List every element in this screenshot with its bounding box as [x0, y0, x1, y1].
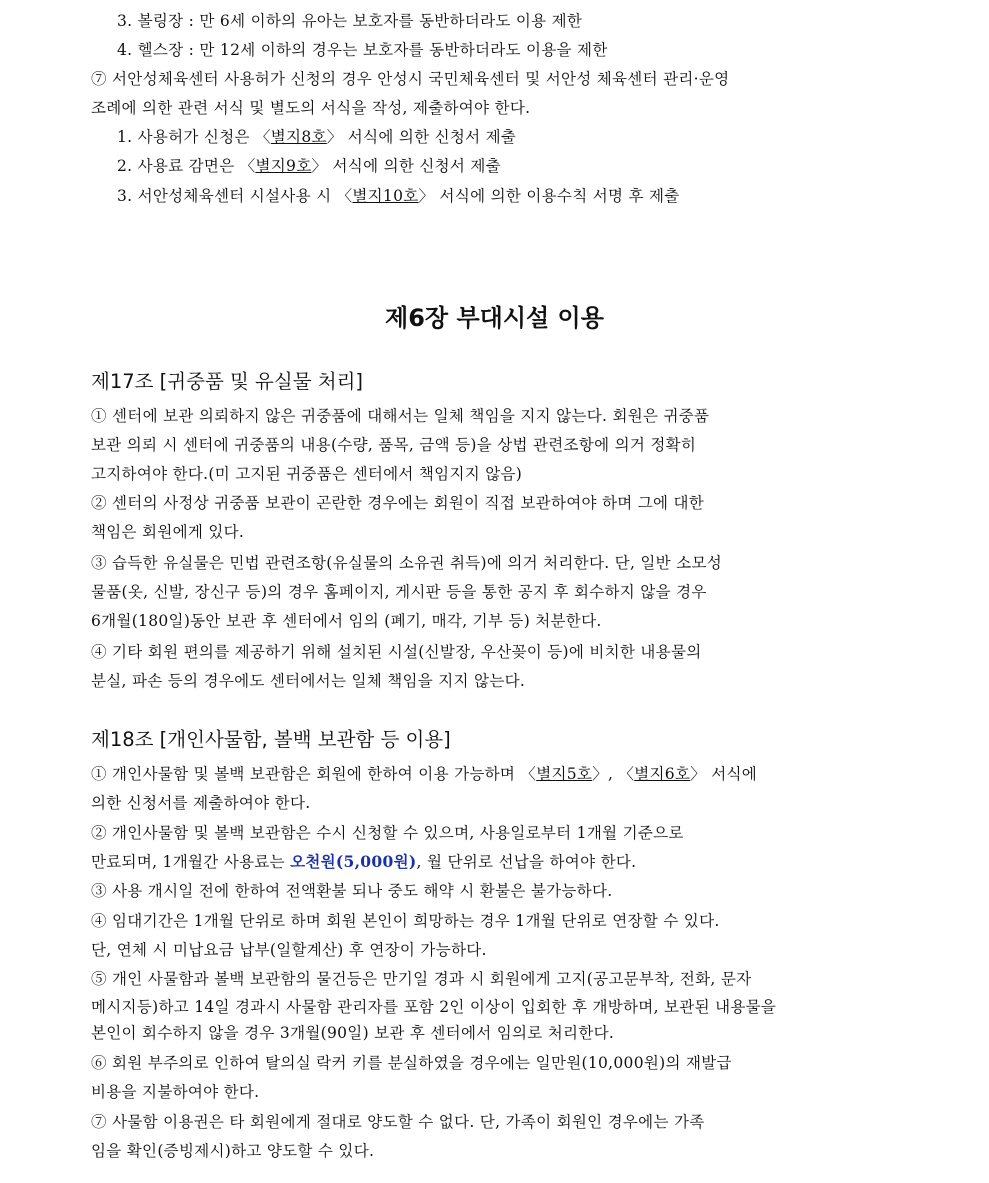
form-item-permit: 1. 사용허가 신청은 〈별지8호〉 서식에 의한 신청서 제출: [117, 128, 517, 146]
article-18-line: 단, 연체 시 미납요금 납부(일할계산) 후 연장이 가능하다.: [91, 941, 487, 959]
rule-item-bowling: 3. 볼링장 : 만 6세 이하의 유아는 보호자를 동반하더라도 이용 제한: [117, 12, 583, 30]
article-18-line: ⑤ 개인 사물함과 볼백 보관함의 물건등은 만기일 경과 시 회원에게 고지(공고문부착, 전화, 문자: [91, 970, 752, 988]
form-ref-9[interactable]: 별지9호: [255, 157, 312, 175]
article-18-line: ② 개인사물함 및 볼백 보관함은 수시 신청할 수 있으며, 사용일로부터 1개월 기준으로: [91, 824, 684, 842]
article-18-line: 의한 신청서를 제출하여야 한다.: [91, 794, 311, 812]
article-18-line: 메시지등)하고 14일 경과시 사물함 관리자를 포함 2인 이상이 입회한 후 개방하며, 보관된 내용물을: [91, 998, 777, 1016]
article-18-line: ③ 사용 개시일 전에 한하여 전액환불 되나 중도 해약 시 환불은 불가능하다.: [91, 882, 613, 900]
form-item-usage-rules: 3. 서안성체육센터 시설사용 시 〈별지10호〉 서식에 의한 이용수칙 서명 후 제출: [117, 187, 680, 205]
article-17-line: 책임은 회원에게 있다.: [91, 523, 245, 541]
article-18-fee-line: 만료되며, 1개월간 사용료는 오천원(5,000원), 월 단위로 선납을 하여야 한다.: [91, 852, 637, 871]
article-18-clause-1: ① 개인사물함 및 볼백 보관함은 회원에 한하여 이용 가능하며 〈별지5호〉, 〈별지6호〉 서식에: [91, 765, 758, 783]
article-17-line: ② 센터의 사정상 귀중품 보관이 곤란한 경우에는 회원이 직접 보관하여야 하며 그에 대한: [91, 494, 705, 512]
form-item-fee-reduction: 2. 사용료 감면은 〈별지9호〉 서식에 의한 신청서 제출: [117, 157, 501, 175]
article-18-line: ⑥ 회원 부주의로 인하여 탈의실 락커 키를 분실하였을 경우에는 일만원(10,000원)의 재발급: [91, 1054, 732, 1072]
rule-item-gym: 4. 헬스장 : 만 12세 이하의 경우는 보호자를 동반하더라도 이용을 제한: [117, 41, 608, 59]
article-18-title: 제18조 [개인사물함, 볼백 보관함 등 이용]: [91, 728, 451, 751]
form-ref-6[interactable]: 별지6호: [634, 765, 691, 783]
article-17-line: 보관 의뢰 시 센터에 귀중품의 내용(수량, 품목, 금액 등)을 상법 관련조항에 의거 정확히: [91, 436, 697, 454]
clause-7-line-1: ⑦ 서안성체육센터 사용허가 신청의 경우 안성시 국민체육센터 및 서안성 체육센터 관리·운영: [91, 70, 730, 88]
article-18-line: 비용을 지불하여야 한다.: [91, 1083, 260, 1101]
article-17-line: 분실, 파손 등의 경우에도 센터에서는 일체 책임을 지지 않는다.: [91, 672, 526, 690]
article-18-line: ④ 임대기간은 1개월 단위로 하며 회원 본인이 희망하는 경우 1개월 단위로 연장할 수 있다.: [91, 912, 720, 930]
article-17-line: ④ 기타 회원 편의를 제공하기 위해 설치된 시설(신발장, 우산꽂이 등)에 비치한 내용물의: [91, 643, 702, 661]
article-17-line: ③ 습득한 유실물은 민법 관련조항(유실물의 소유권 취득)에 의거 처리한다. 단, 일반 소모성: [91, 554, 723, 572]
form-ref-5[interactable]: 별지5호: [536, 765, 593, 783]
chapter-title: 제6장 부대시설 이용: [385, 304, 604, 332]
form-ref-10[interactable]: 별지10호: [352, 187, 419, 205]
article-17-title: 제17조 [귀중품 및 유실물 처리]: [91, 370, 364, 393]
clause-7-line-2: 조례에 의한 관련 서식 및 별도의 서식을 작성, 제출하여야 한다.: [91, 99, 531, 117]
monthly-fee: 오천원(5,000원): [290, 852, 417, 871]
article-17-line: 물품(옷, 신발, 장신구 등)의 경우 홈페이지, 게시판 등을 통한 공지 후 회수하지 않을 경우: [91, 583, 707, 601]
article-18-line: 임을 확인(증빙제시)하고 양도할 수 있다.: [91, 1142, 375, 1160]
article-18-line: ⑦ 사물함 이용권은 타 회원에게 절대로 양도할 수 없다. 단, 가족이 회원인 경우에는 가족: [91, 1113, 705, 1131]
article-17-line: 6개월(180일)동안 보관 후 센터에서 임의 (폐기, 매각, 기부 등) 처분한다.: [91, 612, 602, 630]
form-ref-8[interactable]: 별지8호: [270, 128, 327, 146]
article-17-line: 고지하여야 한다.(미 고지된 귀중품은 센터에서 책임지지 않음): [91, 465, 523, 483]
article-17-line: ① 센터에 보관 의뢰하지 않은 귀중품에 대해서는 일체 책임을 지지 않는다. 회원은 귀중품: [91, 407, 710, 425]
article-18-line: 본인이 회수하지 않을 경우 3개월(90일) 보관 후 센터에서 임의로 처리한다.: [91, 1024, 615, 1042]
